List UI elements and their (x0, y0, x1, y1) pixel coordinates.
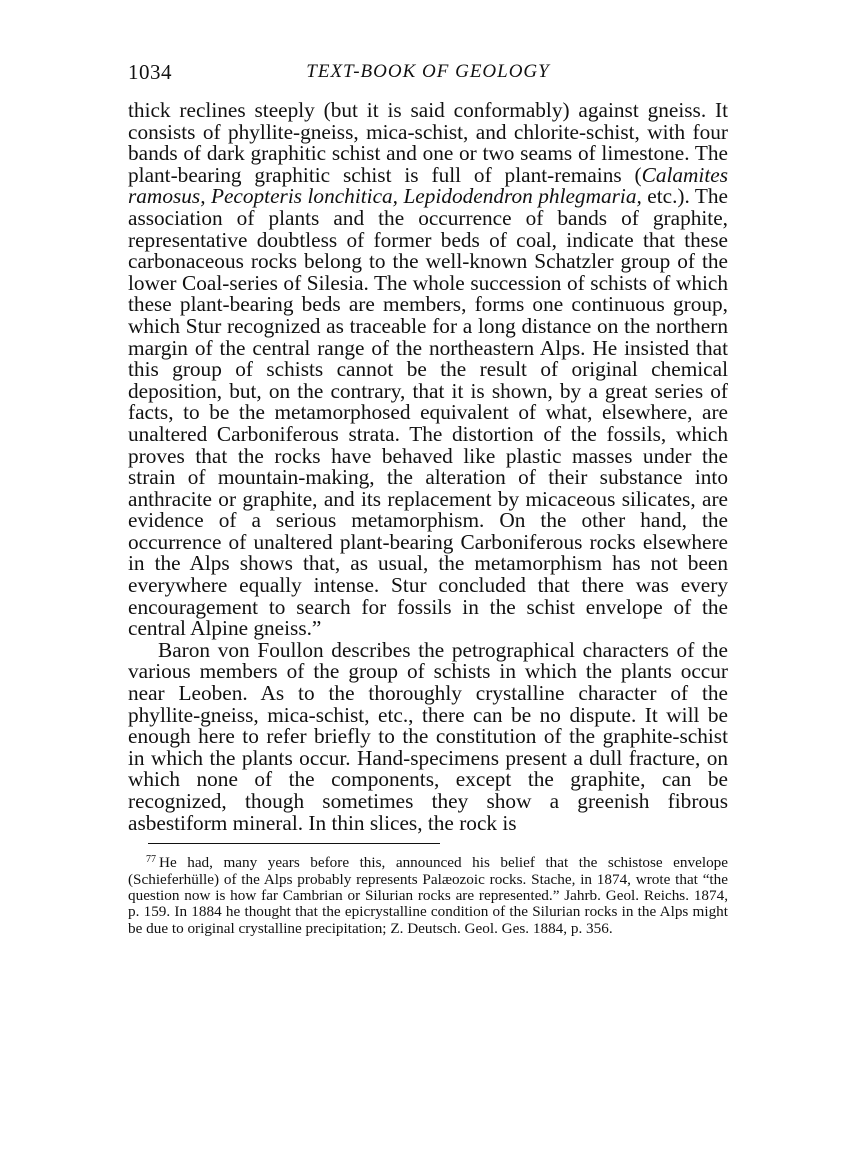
paragraph-1 (128, 100, 728, 640)
paragraph-1-part-a: thick reclines steeply (but it is said conformably) against gneiss. It consists of phyllite-gneiss, mica-schist, and chlorite-schist, with four bands of dark graphitic schist and one or two seams of limestone. The plant-bearing graphitic schist is full of plant-remains ( (128, 98, 728, 187)
page-number: 1034 (128, 60, 172, 84)
footnote (128, 852, 728, 937)
fossil-names: Calamites ramosus, Pecopteris lonchitica, Lepidodendron phlegmaria, (128, 162, 728, 209)
footnote-rule (148, 843, 440, 844)
paragraph-1-part-b: etc.). The association of plants and the occurrence of bands of graphite, representative doubtless of former beds of coal, indicate that these carbonaceous rocks belong to the well-known Schatzler group of the lower Coal-series of Silesia. The whole succession of schists of which these plant-bearing beds are members, forms one continuous group, which Stur recognized as traceable for a long distance on the northern margin of the central range of the northeastern Alps. He insisted that this group of schists cannot be the result of original chemical deposition, but, on the contrary, that it is shown, by a great series of facts, to be the metamorphosed equivalent of what, elsewhere, are unaltered Carboniferous strata. The distortion of the fossils, which proves that the rocks have behaved like plastic masses under the strain of mountain-making, the alteration of their substance into anthracite or graphite, and its replacement by micaceous silicates, are evidence of a serious metamorphism. On the other hand, the occurrence of unaltered plant-bearing Carboniferous rocks elsewhere in the Alps shows that, as usual, the metamorphism has not been everywhere equally intense. Stur concluded that there was every encouragement to search for fossils in the schist envelope of the central Alpine gneiss.” (128, 184, 729, 641)
book-page (128, 60, 728, 937)
footnote-marker: 77 (146, 854, 156, 866)
running-title: TEXT-BOOK OF GEOLOGY (306, 61, 550, 82)
body-text (128, 100, 728, 834)
paragraph-2: Baron von Foullon describes the petrographical characters of the various members of the group of schists in which the plants occur near Leoben. As to the thoroughly crystalline character of the phyllite-gneiss, mica-schist, etc., there can be no dispute. It will be enough here to refer briefly to the constitution of the graphite-schist in which the plants occur. Hand-specimens present a dull fracture, on which none of the components, except the graphite, can be recognized, though sometimes they show a greenish fibrous asbestiform mineral. In thin slices, the rock is (128, 637, 728, 835)
footnote-text: He had, many years before this, announced his belief that the schistose envelope (Schieferhülle) of the Alps probably represents Palæozoic rocks. Stache, in 1874, wrote that “the question now is how far Cambrian or Silurian rocks are represented.” Jahrb. Geol. Reichs. 1874, p. 159. In 1884 he thought that the epicrystalline condition of the Silurian rocks in the Alps might be due to original crystalline precipitation; Z. Deutsch. Geol. Ges. 1884, p. 356. (128, 854, 728, 937)
page-header (128, 60, 728, 88)
